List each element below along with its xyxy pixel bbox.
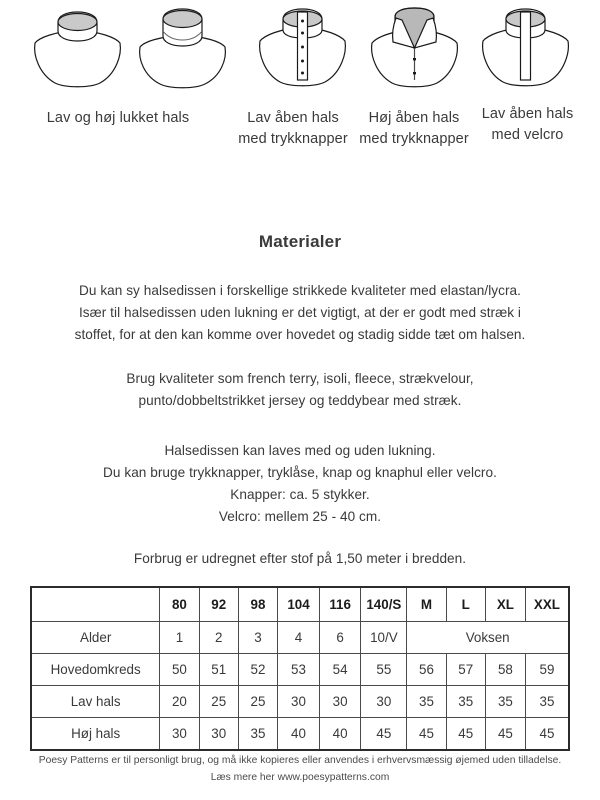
paragraph-recommended-fabrics <box>45 368 555 412</box>
cell-alder-116: 6 <box>319 622 361 654</box>
caption-hoej-aaben-hals-trykknapper <box>354 108 474 149</box>
low-closed-collar-icon <box>25 0 130 95</box>
cell-hoej-hals-116: 40 <box>319 718 361 751</box>
cell-alder-104: 4 <box>278 622 320 654</box>
cell-alder-140s: 10/V <box>361 622 407 654</box>
row-label-hoej-hals: Høj hals <box>31 718 160 751</box>
cell-hoej-hals-l: 45 <box>446 718 485 751</box>
cell-hoej-hals-140s: 45 <box>361 718 407 751</box>
caption-line-1: Lav og høj lukket hals <box>46 110 190 126</box>
paragraph-line: Brug kvaliteter som french terry, isoli, fleece, strækvelour, <box>126 371 474 387</box>
paragraph-line: Du kan bruge trykknapper, tryklåse, knap og knaphul eller velcro. <box>103 465 497 481</box>
cell-hoej-hals-m: 45 <box>407 718 446 751</box>
paragraph-fabric-qualities <box>45 280 555 346</box>
paragraph-line: Velcro: mellem 25 - 40 cm. <box>218 509 382 525</box>
cell-lav-hals-xxl: 35 <box>525 686 569 718</box>
table-row-lav-hals <box>31 686 569 718</box>
footer-copyright-line: Poesy Patterns er til personligt brug, og må ikke kopieres eller anvendes i erhvervsmæssig øjemed uden tilladelse. <box>38 755 562 767</box>
table-header-cell-xl: XL <box>485 587 525 622</box>
illustration-hoej-lukket-hals <box>130 0 235 95</box>
paragraph-line: Især til halsedissen uden lukning er det vigtigt, at der er godt med stræk i <box>78 305 522 321</box>
table-header-cell-98: 98 <box>238 587 277 622</box>
caption-lav-aaben-hals-trykknapper <box>233 108 353 149</box>
paragraph-line: Du kan sy halsedissen i forskellige strikkede kvaliteter med elastan/lycra. <box>79 283 521 298</box>
cell-hovedomkreds-140s: 55 <box>361 654 407 686</box>
cell-alder-98: 3 <box>238 622 277 654</box>
illustration-lav-lukket-hals <box>25 0 130 95</box>
footer <box>0 753 600 786</box>
cell-hovedomkreds-xl: 58 <box>485 654 525 686</box>
illustration-lav-aaben-hals-trykknapper <box>250 0 355 95</box>
cell-hovedomkreds-80: 50 <box>160 654 199 686</box>
cell-lav-hals-116: 30 <box>319 686 361 718</box>
cell-alder-80: 1 <box>160 622 199 654</box>
caption-line-1: Lav åben hals <box>247 110 339 126</box>
cell-lav-hals-92: 25 <box>199 686 238 718</box>
table-header-cell-empty <box>31 587 160 622</box>
table-header-row <box>31 587 569 622</box>
paragraph-line: Halsedissen kan laves med og uden lukning. <box>164 443 436 459</box>
fabric-width-note: Forbrug er udregnet efter stof på 1,50 meter i bredden. <box>133 551 467 567</box>
table-header-cell-104: 104 <box>278 587 320 622</box>
table-row-hoej-hals <box>31 718 569 751</box>
cell-hovedomkreds-xxl: 59 <box>525 654 569 686</box>
table-header-cell-116: 116 <box>319 587 361 622</box>
row-label-lav-hals: Lav hals <box>31 686 160 718</box>
low-open-snaps-collar-icon <box>250 0 355 95</box>
illustration-hoej-aaben-hals-trykknapper <box>362 0 467 95</box>
footer-website-line: Læs mere her www.poesypatterns.com <box>210 771 390 783</box>
table-header-cell-xxl: XXL <box>525 587 569 622</box>
table-header-cell-80: 80 <box>160 587 199 622</box>
paragraph-line: punto/dobbeltstrikket jersey og teddybear med stræk. <box>138 393 462 409</box>
paragraph-line: Knapper: ca. 5 stykker. <box>230 487 370 503</box>
size-table-wrapper <box>30 586 570 751</box>
cell-hovedomkreds-104: 53 <box>278 654 320 686</box>
caption-lav-aaben-hals-velcro <box>470 104 585 145</box>
cell-hovedomkreds-m: 56 <box>407 654 446 686</box>
paragraph-closures <box>45 440 555 528</box>
cell-alder-92: 2 <box>199 622 238 654</box>
cell-hoej-hals-xl: 45 <box>485 718 525 751</box>
cell-hoej-hals-xxl: 45 <box>525 718 569 751</box>
caption-line-2: med trykknapper <box>238 130 348 147</box>
caption-lav-og-hoej-lukket-hals <box>18 108 218 129</box>
cell-hovedomkreds-98: 52 <box>238 654 277 686</box>
caption-line-1: Lav åben hals <box>481 106 574 122</box>
table-row-hovedomkreds <box>31 654 569 686</box>
table-row-alder <box>31 622 569 654</box>
cell-hoej-hals-104: 40 <box>278 718 320 751</box>
cell-lav-hals-140s: 30 <box>361 686 407 718</box>
cell-hoej-hals-80: 30 <box>160 718 199 751</box>
table-header-cell-140s: 140/S <box>361 587 407 622</box>
caption-line-2: med velcro <box>491 126 564 143</box>
size-table <box>30 586 570 751</box>
cell-alder-voksen: Voksen <box>407 622 569 654</box>
cell-lav-hals-98: 25 <box>238 686 277 718</box>
row-label-alder: Alder <box>31 622 160 654</box>
cell-hoej-hals-92: 30 <box>199 718 238 751</box>
paragraph-line: stoffet, for at den kan komme over hovedet og stadig sidde tæt om halsen. <box>74 327 526 343</box>
cell-hovedomkreds-l: 57 <box>446 654 485 686</box>
high-closed-collar-icon <box>130 0 235 95</box>
illustration-lav-aaben-hals-velcro <box>473 0 578 95</box>
cell-hovedomkreds-92: 51 <box>199 654 238 686</box>
cell-hoej-hals-98: 35 <box>238 718 277 751</box>
row-label-hovedomkreds: Hovedomkreds <box>31 654 160 686</box>
cell-lav-hals-m: 35 <box>407 686 446 718</box>
caption-line-1: Høj åben hals <box>368 110 460 126</box>
materials-section <box>0 232 600 586</box>
table-header-cell-l: L <box>446 587 485 622</box>
section-title-materialer: Materialer <box>258 232 342 251</box>
cell-lav-hals-80: 20 <box>160 686 199 718</box>
table-header-cell-m: M <box>407 587 446 622</box>
high-open-snaps-collar-icon <box>362 0 467 95</box>
table-header-cell-92: 92 <box>199 587 238 622</box>
cell-hovedomkreds-116: 54 <box>319 654 361 686</box>
caption-line-2: med trykknapper <box>359 130 469 147</box>
cell-lav-hals-l: 35 <box>446 686 485 718</box>
low-open-velcro-collar-icon <box>473 0 578 95</box>
cell-lav-hals-xl: 35 <box>485 686 525 718</box>
cell-lav-hals-104: 30 <box>278 686 320 718</box>
